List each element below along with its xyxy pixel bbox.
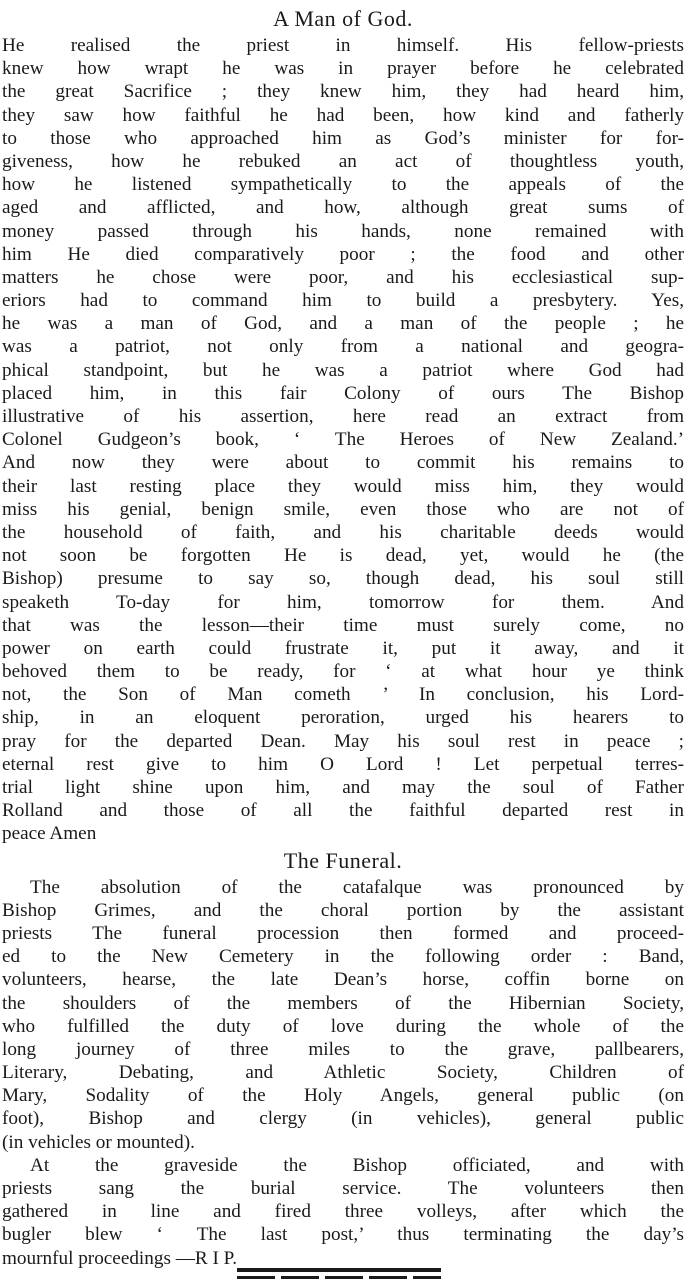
text-line: matters he chose were poor, and his ecclesiastical sup-: [2, 266, 684, 288]
text-line: not soon be forgotten He is dead, yet, would he (the: [2, 545, 684, 567]
text-line: volunteers, hearse, the late Dean’s horse, coffin borne on: [2, 969, 684, 991]
text-line: giveness, how he rebuked an act of thoughtless youth,: [2, 150, 684, 172]
text-line: At the graveside the Bishop officiated, and with: [30, 1154, 684, 1176]
text-line: knew how wrapt he was in prayer before he celebrated: [2, 58, 684, 80]
text-line: speaketh To-day for him, tomorrow for them. And: [2, 591, 684, 613]
text-line: to those who approached him as God’s minister for for-: [2, 127, 684, 149]
section-body: [0, 34, 686, 846]
text-line: pray for the departed Dean. May his soul rest in peace ;: [2, 730, 684, 752]
text-line: ship, in an eloquent peroration, urged his hearers to: [2, 707, 684, 729]
divider: [237, 1276, 441, 1279]
section-the-funeral: [0, 846, 686, 1270]
funeral-paragraph-1: [0, 876, 686, 1154]
text-line: behoved them to be ready, for ‘ at what hour ye think: [2, 661, 684, 683]
text-line: (in vehicles or mounted).: [2, 1131, 195, 1153]
section-heading: The Funeral.: [283, 847, 403, 873]
divider: [237, 1268, 441, 1272]
text-line: peace Amen: [2, 823, 97, 845]
text-line: Bishop Grimes, and the choral portion by the assistant: [2, 899, 684, 921]
text-line: ed to the New Cemetery in the following order : Band,: [2, 946, 684, 968]
end-rule: [237, 1268, 441, 1279]
text-line: money passed through his hands, none remained with: [2, 220, 684, 242]
text-line: who fulfilled the duty of love during the whole of the: [2, 1015, 684, 1037]
text-line: eternal rest give to him O Lord ! Let perpetual terres-: [2, 753, 684, 775]
text-line: the shoulders of the members of the Hibernian Society,: [2, 992, 684, 1014]
text-line: him He died comparatively poor ; the food and other: [2, 243, 684, 265]
text-line: gathered in line and fired three volleys, after which the: [2, 1201, 684, 1223]
text-line: Literary, Debating, and Athletic Society, Children of: [2, 1062, 684, 1084]
text-line: priests sang the burial service. The volunteers then: [2, 1178, 684, 1199]
text-line: was a patriot, not only from a national and geogra-: [2, 336, 684, 358]
text-line: how he listened sympathetically to the appeals of the: [2, 174, 684, 196]
funeral-paragraph-2: [0, 1154, 686, 1270]
text-line: mournful proceedings —R I P.: [2, 1247, 238, 1269]
text-line: their last resting place they would miss him, they would: [2, 475, 684, 497]
text-line: he was a man of God, and a man of the people ; he: [2, 313, 684, 335]
text-line: power on earth could frustrate it, put it away, and it: [2, 637, 684, 659]
text-line: they saw how faithful he had been, how kind and fatherly: [2, 104, 684, 126]
text-line: not, the Son of Man cometh ’ In conclusion, his Lord-: [2, 684, 684, 706]
text-line: long journey of three miles to the grave, pallbearers,: [2, 1038, 684, 1060]
section-heading: A Man of God.: [273, 6, 413, 31]
text-line: that was the lesson—their time must surely come, no: [2, 614, 684, 636]
text-line: the household of faith, and his charitable deeds would: [2, 521, 684, 543]
text-line: illustrative of his assertion, here read an extract from: [2, 406, 684, 427]
text-line: eriors had to command him to build a presbytery. Yes,: [2, 290, 684, 312]
text-line: And now they were about to commit his remains to: [2, 452, 684, 474]
text-line: foot), Bishop and clergy (in vehicles), general public: [2, 1108, 684, 1130]
text-line: Rolland and those of all the faithful departed rest in: [2, 800, 684, 822]
text-line: aged and afflicted, and how, although great sums of: [2, 197, 684, 219]
text-line: Mary, Sodality of the Holy Angels, general public (on: [2, 1085, 684, 1107]
text-line: He realised the priest in himself. His fellow-priests: [2, 35, 684, 56]
text-line: placed him, in this fair Colony of ours The Bishop: [2, 382, 684, 404]
text-line: priests The funeral procession then formed and proceed-: [2, 922, 684, 944]
text-line: the great Sacrifice ; they knew him, they had heard him,: [2, 81, 684, 103]
text-line: bugler blew ‘ The last post,’ thus terminating the day’s: [2, 1224, 684, 1246]
text-line: trial light shine upon him, and may the soul of Father: [2, 777, 684, 798]
text-line: miss his genial, benign smile, even those who are not of: [2, 498, 684, 520]
text-line: The absolution of the catafalque was pronounced by: [30, 876, 684, 898]
text-line: phical standpoint, but he was a patriot where God had: [2, 359, 684, 381]
text-line: Colonel Gudgeon’s book, ‘ The Heroes of New Zealand.’: [2, 429, 684, 451]
text-line: Bishop) presume to say so, though dead, his soul still: [2, 568, 684, 590]
